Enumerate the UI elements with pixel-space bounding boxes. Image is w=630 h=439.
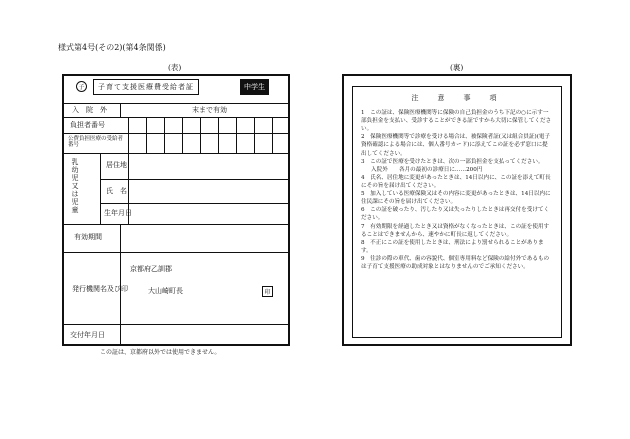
note-item: 7 有効期限を経過したとき又は資格がなくなったときは、この証を使用することはできませんから、速やかに町長に返してください。 <box>361 223 550 238</box>
note-subitem: 入院外 各月の最初の診療日に……200円 <box>371 166 483 173</box>
card-number-mark: 子 <box>76 81 87 92</box>
public-payer-label: 公費負担医療の受給者番号 <box>68 136 124 149</box>
payer-number-label: 負担者番号 <box>70 121 105 129</box>
note-item: 6 この証を破ったり、汚したり又は失ったりしたときは再交付を受けてください。 <box>361 207 550 222</box>
notes-list <box>361 109 553 271</box>
inpatient-value: 末まで有効 <box>192 106 227 114</box>
notes-heading: 注 意 事 項 <box>411 94 503 102</box>
note-item: 3 この証で医療を受けたときは、次の一部負担金を支払ってください。 <box>361 158 544 165</box>
note-item: 9 往診の際の車代、歯の容貌代、個室専用料など保険の給付外であるものは子育て支援医療の助成対象とはなりませんのでご承知ください。 <box>361 255 550 271</box>
name-label: 氏 名 <box>106 187 127 195</box>
issue-date-label: 交付年月日 <box>70 331 105 339</box>
inpatient-label: 入 院 外 <box>72 106 107 114</box>
note-item: 2 保険医療機関等で診療を受ける場合は、被保険者証(又は組合員証)(電子資格確認による場合には、個人番号カード)に添えてこの証を必ず窓口に提出してください。 <box>361 134 551 157</box>
front-card <box>62 74 290 346</box>
back-card <box>342 74 572 346</box>
front-footer-note: この証は、京都府以外では使用できません。 <box>100 349 221 356</box>
notes-box <box>352 86 562 338</box>
issuer-label: 発行機関名及び印 <box>72 285 128 293</box>
valid-period-label: 有効期間 <box>74 233 102 241</box>
note-item: 5 加入している医療保険又はその内容に変更があったときは、14日以内に住民課にその旨を届け出てください。 <box>361 191 551 206</box>
address-label: 居住地 <box>106 161 127 169</box>
note-item: 1 この証は、保険医療機関等に保険の自己負担金のうち下記の○に示す一部負担金を支払い、受診することができる証ですから大切に保管してください。 <box>361 110 552 133</box>
grade-badge: 中学生 <box>240 79 269 95</box>
issuer-line-1: 京都府乙訓郡 <box>130 265 172 273</box>
form-title: 様式第4号(その2)(第4条関係) <box>58 43 166 52</box>
issuer-line-2: 大山崎町長 <box>148 287 183 295</box>
front-side-label: (表) <box>168 63 182 72</box>
child-side-label: 乳幼児又は児童 <box>71 158 79 214</box>
back-side-label: (裏) <box>450 63 464 72</box>
note-item: 4 氏名、居住地に変更があったときは、14日以内に、この証を添えて町長にその旨を届け出てください。 <box>361 174 551 189</box>
note-item: 8 不正にこの証を使用したときは、刑法により罰せられることがあります。 <box>361 239 544 254</box>
seal-icon: 印 <box>262 286 273 297</box>
card-title: 子育て支援医療費受給者証 <box>93 79 199 95</box>
birth-date-label: 生年月日 <box>104 209 132 217</box>
